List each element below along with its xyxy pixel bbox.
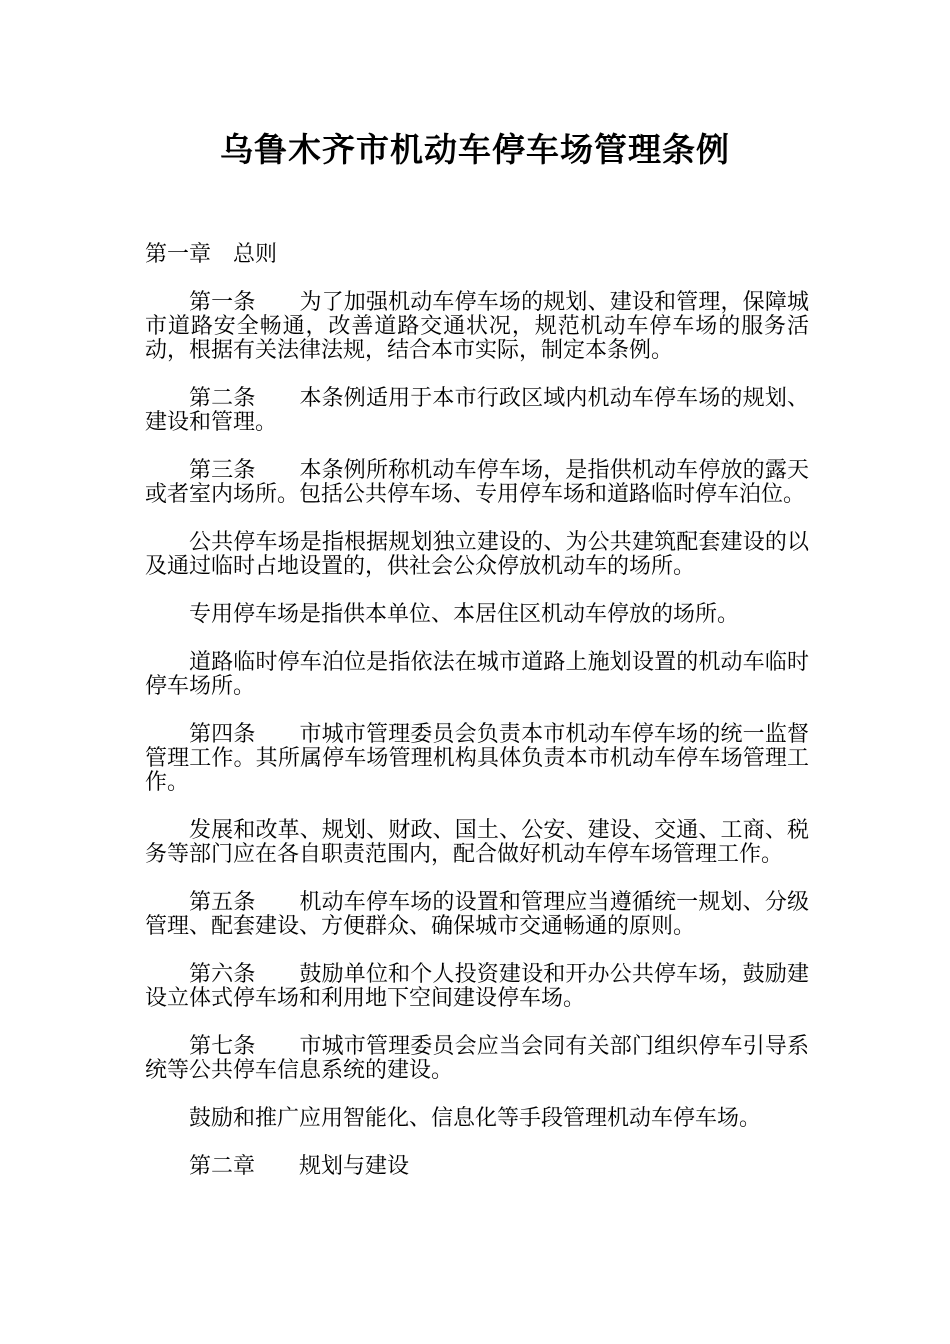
paragraph xyxy=(145,603,809,627)
article-text: 市城市管理委员会应当会同有关部门组织停车引导系统等公共停车信息系统的建设。 xyxy=(145,1034,809,1083)
article-number: 第二条 xyxy=(189,386,256,411)
paragraph xyxy=(145,531,809,579)
document-title: 乌鲁木齐市机动车停车场管理条例 xyxy=(220,130,730,169)
article-number: 第一条 xyxy=(189,290,256,315)
paragraph-text: 发展和改革、规划、财政、国土、公安、建设、交通、工商、税务等部门应在各自职责范围内，配合做好机动车停车场管理工作。 xyxy=(145,818,809,867)
article-text: 市城市管理委员会负责本市机动车停车场的统一监督管理工作。其所属停车场管理机构具体负责本市机动车停车场管理工作。 xyxy=(145,722,809,795)
article-paragraph xyxy=(145,963,809,1011)
paragraph xyxy=(145,651,809,699)
article-paragraph xyxy=(145,891,809,939)
article-paragraph xyxy=(145,459,809,507)
article-paragraph xyxy=(145,723,809,795)
chapter-name: 规划与建设 xyxy=(299,1154,410,1179)
chapter-number: 第二章 xyxy=(189,1154,256,1179)
chapter-heading xyxy=(145,243,809,267)
article-text: 机动车停车场的设置和管理应当遵循统一规划、分级管理、配套建设、方便群众、确保城市交通畅通的原则。 xyxy=(145,890,809,939)
article-number: 第六条 xyxy=(189,962,256,987)
article-text: 本条例适用于本市行政区域内机动车停车场的规划、建设和管理。 xyxy=(145,386,809,435)
document-body xyxy=(145,243,809,1203)
paragraph-text: 专用停车场是指供本单位、本居住区机动车停放的场所。 xyxy=(189,602,740,627)
article-number: 第七条 xyxy=(189,1034,256,1059)
chapter-name: 总则 xyxy=(233,242,278,267)
article-paragraph xyxy=(145,1035,809,1083)
paragraph-text: 道路临时停车泊位是指依法在城市道路上施划设置的机动车临时停车场所。 xyxy=(145,650,809,699)
paragraph xyxy=(145,1107,809,1131)
article-text: 为了加强机动车停车场的规划、建设和管理，保障城市道路安全畅通，改善道路交通状况，规范机动车停车场的服务活动，根据有关法律法规，结合本市实际，制定本条例。 xyxy=(145,290,809,363)
article-number: 第四条 xyxy=(189,722,256,747)
chapter-number: 第一章 xyxy=(145,242,212,267)
article-paragraph xyxy=(145,291,809,363)
article-text: 鼓励单位和个人投资建设和开办公共停车场，鼓励建设立体式停车场和利用地下空间建设停车场。 xyxy=(145,962,809,1011)
paragraph-text: 鼓励和推广应用智能化、信息化等手段管理机动车停车场。 xyxy=(189,1106,762,1131)
article-text: 本条例所称机动车停车场，是指供机动车停放的露天或者室内场所。包括公共停车场、专用停车场和道路临时停车泊位。 xyxy=(145,458,809,507)
article-paragraph xyxy=(145,387,809,435)
chapter-heading xyxy=(145,1155,809,1179)
paragraph-text: 公共停车场是指根据规划独立建设的、为公共建筑配套建设的以及通过临时占地设置的，供社会公众停放机动车的场所。 xyxy=(145,530,809,579)
article-number: 第三条 xyxy=(189,458,256,483)
paragraph xyxy=(145,819,809,867)
article-number: 第五条 xyxy=(189,890,256,915)
